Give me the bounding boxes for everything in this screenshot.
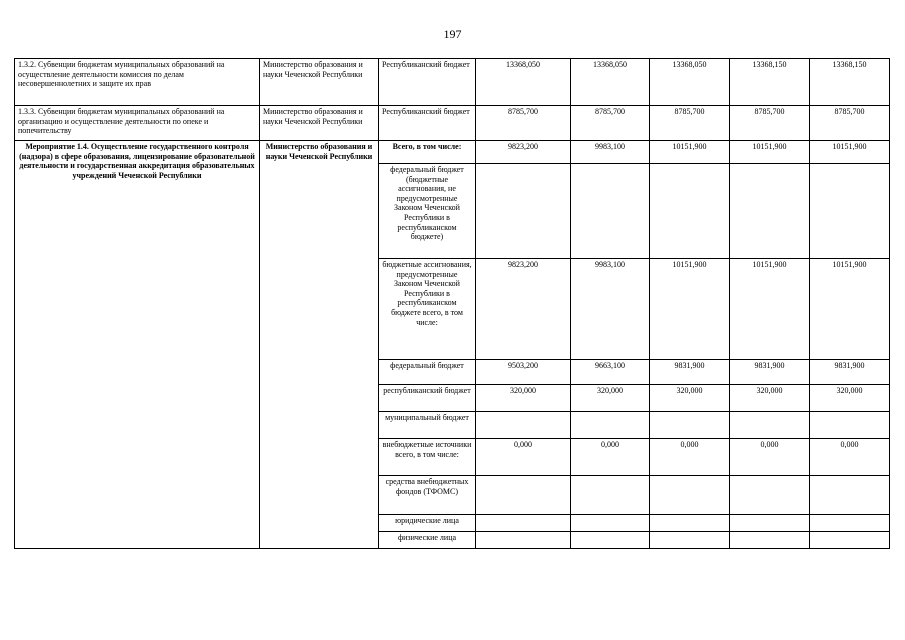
value-cell: 10151,900 [650, 259, 730, 360]
value-cell [650, 532, 730, 549]
value-cell: 0,000 [650, 439, 730, 476]
measure-name: Мероприятие 1.4. Осуществление государственного контроля (надзора) в сфере образования, лицензирование образовательной деятельности и государственная аккредитация образовательных учреждений Чеченской Республики [15, 141, 260, 549]
funding-source: республиканский бюджет [379, 385, 476, 412]
value-cell: 8785,700 [810, 106, 890, 141]
funding-source: средства внебюджетных фондов (ТФОМС) [379, 476, 476, 515]
value-cell [571, 515, 650, 532]
value-cell [730, 515, 810, 532]
value-cell [476, 515, 571, 532]
funding-source: Всего, в том числе: [379, 141, 476, 164]
budget-table [14, 58, 890, 549]
value-cell: 10151,900 [810, 259, 890, 360]
funding-source: федеральный бюджет (бюджетные ассигнования, не предусмотренные Законом Чеченской Республики в республиканском бюджете) [379, 164, 476, 259]
value-cell: 0,000 [730, 439, 810, 476]
measure-executor: Министерство образования и науки Чеченской Республики [260, 141, 379, 549]
value-cell: 9831,900 [650, 360, 730, 385]
table-row [15, 141, 890, 164]
value-cell [730, 164, 810, 259]
value-cell: 10151,900 [650, 141, 730, 164]
value-cell [571, 164, 650, 259]
value-cell: 10151,900 [810, 141, 890, 164]
value-cell [650, 164, 730, 259]
value-cell: 9983,100 [571, 141, 650, 164]
value-cell [476, 532, 571, 549]
value-cell: 9823,200 [476, 259, 571, 360]
value-cell: 0,000 [810, 439, 890, 476]
value-cell [730, 476, 810, 515]
value-cell: 8785,700 [730, 106, 810, 141]
funding-source: внебюджетные источники всего, в том числе: [379, 439, 476, 476]
funding-source: Республиканский бюджет [379, 106, 476, 141]
activity-name: 1.3.3. Субвенции бюджетам муниципальных образований на организацию и осуществление деятельности по опеке и попечительству [15, 106, 260, 141]
value-cell [810, 515, 890, 532]
value-cell: 13368,150 [810, 59, 890, 106]
activity-name: 1.3.2. Субвенции бюджетам муниципальных образований на осуществление деятельности комиссия по делам несовершеннолетних и защите их прав [15, 59, 260, 106]
value-cell: 13368,050 [571, 59, 650, 106]
value-cell: 9503,200 [476, 360, 571, 385]
value-cell: 8785,700 [650, 106, 730, 141]
funding-source: федеральный бюджет [379, 360, 476, 385]
page-number: 197 [443, 27, 462, 41]
value-cell [650, 412, 730, 439]
value-cell [571, 476, 650, 515]
value-cell [476, 476, 571, 515]
value-cell: 320,000 [730, 385, 810, 412]
value-cell [650, 476, 730, 515]
executor-name: Министерство образования и науки Чеченской Республики [260, 59, 379, 106]
value-cell [571, 412, 650, 439]
value-cell [810, 412, 890, 439]
value-cell: 320,000 [476, 385, 571, 412]
value-cell [810, 532, 890, 549]
value-cell [810, 476, 890, 515]
value-cell: 13368,150 [730, 59, 810, 106]
value-cell [476, 412, 571, 439]
value-cell: 0,000 [571, 439, 650, 476]
value-cell: 9831,900 [730, 360, 810, 385]
value-cell: 9823,200 [476, 141, 571, 164]
value-cell [476, 164, 571, 259]
value-cell: 9983,100 [571, 259, 650, 360]
funding-source: бюджетные ассигнования, предусмотренные Законом Чеченской Республики в республиканском бюджете всего, в том числе: [379, 259, 476, 360]
value-cell: 320,000 [650, 385, 730, 412]
value-cell: 8785,700 [476, 106, 571, 141]
table-row [15, 106, 890, 141]
value-cell: 8785,700 [571, 106, 650, 141]
value-cell [650, 515, 730, 532]
value-cell: 10151,900 [730, 141, 810, 164]
funding-source: муниципальный бюджет [379, 412, 476, 439]
value-cell [571, 532, 650, 549]
value-cell: 320,000 [571, 385, 650, 412]
table-row [15, 59, 890, 106]
funding-source: Республиканский бюджет [379, 59, 476, 106]
funding-source: юридические лица [379, 515, 476, 532]
funding-source: физические лица [379, 532, 476, 549]
value-cell [730, 532, 810, 549]
value-cell [730, 412, 810, 439]
value-cell: 9831,900 [810, 360, 890, 385]
value-cell [810, 164, 890, 259]
value-cell: 10151,900 [730, 259, 810, 360]
executor-name: Министерство образования и науки Чеченской Республики [260, 106, 379, 141]
value-cell: 0,000 [476, 439, 571, 476]
value-cell: 13368,050 [476, 59, 571, 106]
value-cell: 13368,050 [650, 59, 730, 106]
value-cell: 320,000 [810, 385, 890, 412]
value-cell: 9663,100 [571, 360, 650, 385]
